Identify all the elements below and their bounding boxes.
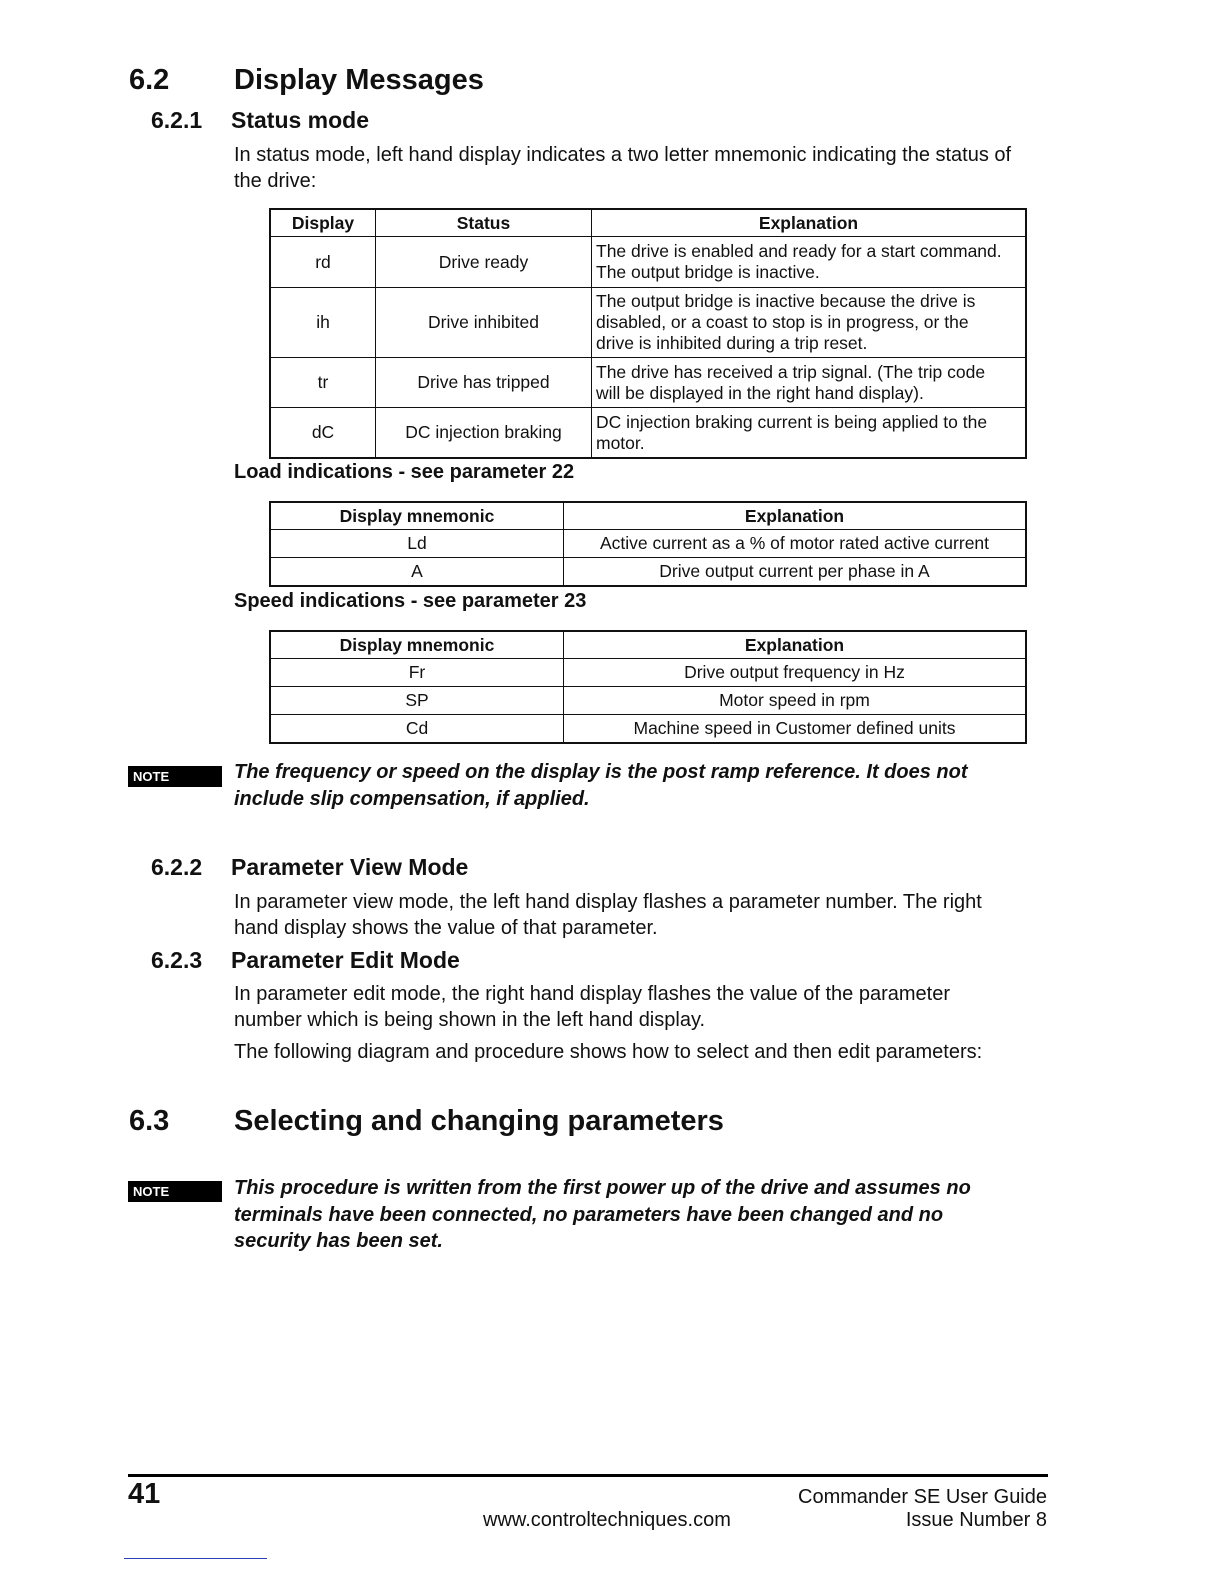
note-line: security has been set. bbox=[234, 1230, 443, 1252]
paragraph-line: In parameter edit mode, the right hand display flashes the value of the parameter bbox=[234, 983, 950, 1005]
mnemonic-cell: Ld bbox=[271, 530, 564, 558]
explanation-cell bbox=[592, 408, 1026, 458]
table-header: Explanation bbox=[564, 503, 1026, 530]
load-heading: Load indications - see parameter 22 bbox=[234, 461, 575, 483]
table-header: Display bbox=[271, 210, 376, 237]
table-header: Explanation bbox=[592, 210, 1026, 237]
cell-line: drive is inhibited during a trip reset. bbox=[596, 333, 868, 353]
table-row bbox=[271, 715, 1026, 743]
explanation-cell bbox=[592, 237, 1026, 288]
subsection-title: Status mode bbox=[231, 107, 370, 133]
cell-line: will be displayed in the right hand display). bbox=[596, 382, 924, 403]
cell-line: disabled, or a coast to stop is in progress, or the bbox=[596, 312, 969, 332]
subsection-title: Parameter Edit Mode bbox=[231, 947, 460, 973]
status-cell: Drive inhibited bbox=[376, 288, 592, 358]
section-number: 6.3 bbox=[129, 1105, 170, 1137]
display-cell: rd bbox=[271, 237, 376, 288]
cell-line: motor. bbox=[596, 432, 645, 453]
explanation-cell: Machine speed in Customer defined units bbox=[564, 715, 1026, 743]
guide-title: Commander SE User Guide bbox=[798, 1486, 1047, 1508]
table-row bbox=[271, 530, 1026, 558]
load-table bbox=[270, 502, 1026, 586]
table-row bbox=[271, 358, 1026, 408]
table-row bbox=[271, 659, 1026, 687]
footer-rule bbox=[128, 1474, 1048, 1477]
paragraph-line: number which is being shown in the left hand display. bbox=[234, 1009, 706, 1031]
note-line: include slip compensation, if applied. bbox=[234, 787, 590, 810]
paragraph-line: the drive: bbox=[234, 170, 317, 192]
subsection-number: 6.2.2 bbox=[151, 854, 203, 880]
mnemonic-cell: SP bbox=[271, 687, 564, 715]
status-table bbox=[270, 209, 1026, 458]
display-cell: dC bbox=[271, 408, 376, 458]
bottom-divider bbox=[124, 1558, 267, 1559]
cell-line: DC injection braking current is being applied to the bbox=[596, 411, 988, 432]
cell-line: The drive is enabled and ready for a start command. bbox=[596, 241, 1002, 261]
section-title: Selecting and changing parameters bbox=[234, 1105, 724, 1137]
note-badge: NOTE bbox=[128, 1181, 222, 1202]
status-cell: DC injection braking bbox=[376, 408, 592, 458]
edit-mode-paragraph bbox=[234, 981, 950, 1033]
table-header: Display mnemonic bbox=[271, 632, 564, 659]
cell-line: The output bridge is inactive because the drive is bbox=[596, 291, 976, 311]
subsection-number: 6.2.3 bbox=[151, 947, 203, 973]
speed-table bbox=[270, 631, 1026, 743]
display-cell: tr bbox=[271, 358, 376, 408]
page-number: 41 bbox=[128, 1478, 161, 1510]
table-row bbox=[271, 237, 1026, 288]
table-header: Explanation bbox=[564, 632, 1026, 659]
mnemonic-cell: Cd bbox=[271, 715, 564, 743]
paragraph-line: hand display shows the value of that parameter. bbox=[234, 917, 658, 939]
display-cell: ih bbox=[271, 288, 376, 358]
note-line: terminals have been connected, no parameters have been changed and no bbox=[234, 1203, 944, 1226]
status-cell: Drive has tripped bbox=[376, 358, 592, 408]
explanation-cell: Motor speed in rpm bbox=[564, 687, 1026, 715]
table-header: Status bbox=[376, 210, 592, 237]
mnemonic-cell: A bbox=[271, 558, 564, 586]
note-badge: NOTE bbox=[128, 766, 222, 787]
paragraph-line: In status mode, left hand display indicates a two letter mnemonic indicating the status of bbox=[234, 144, 1012, 166]
note-line: The frequency or speed on the display is the post ramp reference. It does not bbox=[234, 761, 968, 783]
table-header: Display mnemonic bbox=[271, 503, 564, 530]
explanation-cell: Drive output current per phase in A bbox=[564, 558, 1026, 586]
mnemonic-cell: Fr bbox=[271, 659, 564, 687]
status-cell: Drive ready bbox=[376, 237, 592, 288]
subsection-number: 6.2.1 bbox=[151, 107, 203, 133]
website-url: www.controltechniques.com bbox=[483, 1509, 731, 1531]
paragraph-line: In parameter view mode, the left hand display flashes a parameter number. The right bbox=[234, 891, 982, 913]
subsection-title: Parameter View Mode bbox=[231, 854, 469, 880]
section-number: 6.2 bbox=[129, 64, 170, 96]
table-row bbox=[271, 408, 1026, 458]
status-intro bbox=[234, 142, 1011, 194]
issue-number: Issue Number 8 bbox=[905, 1509, 1047, 1531]
view-mode-paragraph bbox=[234, 889, 982, 941]
procedure-intro: The following diagram and procedure shows how to select and then edit parameters: bbox=[234, 1041, 983, 1063]
note-text bbox=[234, 759, 968, 812]
explanation-cell bbox=[592, 288, 1026, 358]
note-text bbox=[234, 1175, 971, 1255]
speed-heading: Speed indications - see parameter 23 bbox=[234, 590, 587, 612]
note-line: This procedure is written from the first power up of the drive and assumes no bbox=[234, 1177, 971, 1199]
section-title: Display Messages bbox=[234, 64, 484, 96]
table-row bbox=[271, 288, 1026, 358]
cell-line: The drive has received a trip signal. (The trip code bbox=[596, 361, 986, 382]
explanation-cell bbox=[592, 358, 1026, 408]
cell-line: The output bridge is inactive. bbox=[596, 262, 820, 282]
table-row bbox=[271, 687, 1026, 715]
table-row bbox=[271, 558, 1026, 586]
explanation-cell: Active current as a % of motor rated active current bbox=[564, 530, 1026, 558]
explanation-cell: Drive output frequency in Hz bbox=[564, 659, 1026, 687]
